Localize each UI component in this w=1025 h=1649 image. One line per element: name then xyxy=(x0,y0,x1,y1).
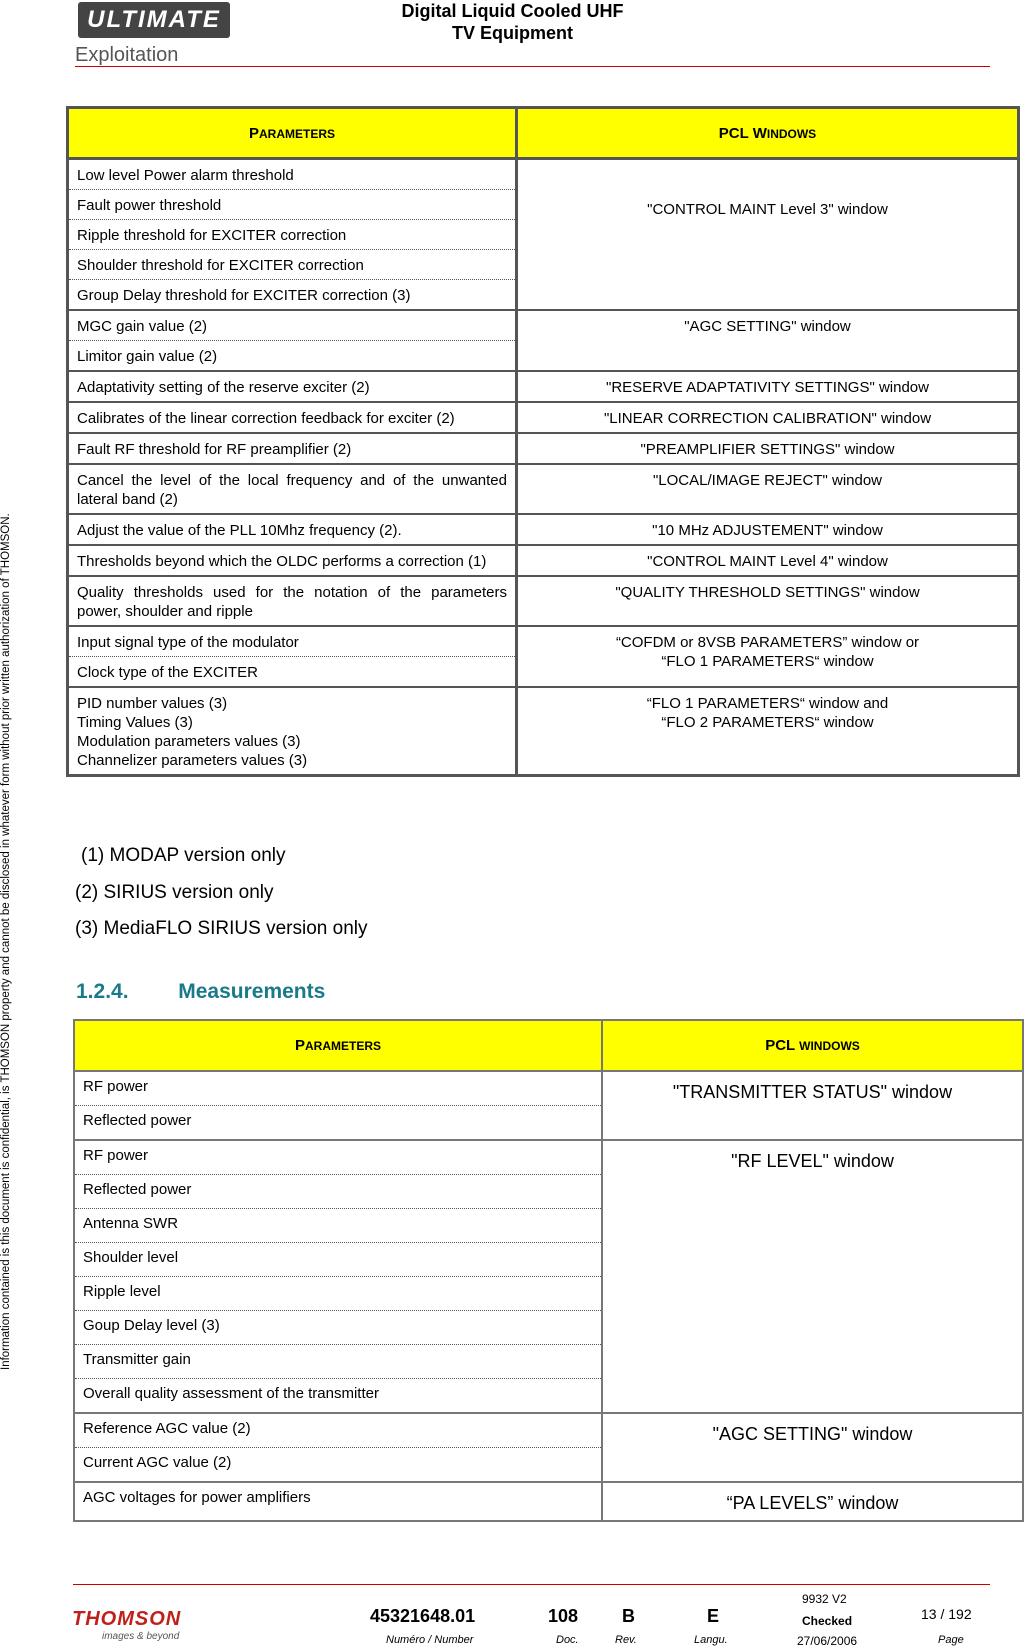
table-row: Input signal type of the modulator xyxy=(68,626,517,657)
window-cell: "CONTROL MAINT Level 4" window xyxy=(517,545,1019,576)
window-cell: "CONTROL MAINT Level 3" window xyxy=(517,159,1019,311)
window-cell: "AGC SETTING" window xyxy=(602,1413,1023,1482)
window-cell: "RF LEVEL" window xyxy=(602,1140,1023,1413)
window-cell: "TRANSMITTER STATUS" window xyxy=(602,1071,1023,1140)
thomson-tagline: images & beyond xyxy=(102,1631,180,1642)
table-row: Quality thresholds used for the notation of the parameters power, shoulder and ripple xyxy=(68,576,517,626)
label-page: Page xyxy=(938,1634,964,1646)
window-cell xyxy=(517,687,1019,776)
table-row: RF power xyxy=(74,1140,602,1175)
thomson-wordmark: THOMSON xyxy=(72,1608,182,1630)
table-row: RF power xyxy=(74,1071,602,1106)
page-number: 13 / 192 xyxy=(921,1606,972,1622)
footer-label-row xyxy=(340,1632,990,1633)
parameters-table xyxy=(66,106,1020,777)
label-langu: Langu. xyxy=(694,1634,728,1646)
label-number: Numéro / Number xyxy=(386,1634,474,1646)
row-line: Modulation parameters values (3) xyxy=(77,733,301,750)
window-cell: "QUALITY THRESHOLD SETTINGS" window xyxy=(517,576,1019,626)
doc-number: 45321648.01 xyxy=(370,1606,476,1626)
table-row: Limitor gain value (2) xyxy=(68,341,517,372)
window-cell: “PA LEVELS” window xyxy=(726,1493,899,1513)
footnote-1: (1) MODAP version only xyxy=(81,845,286,866)
table-row: Ripple threshold for EXCITER correction xyxy=(68,220,517,250)
table-row: Fault RF threshold for RF preamplifier (2) xyxy=(68,433,517,464)
table-row: Goup Delay level (3) xyxy=(74,1311,602,1345)
col-header-parameters: PARAMETERS xyxy=(74,1020,602,1071)
window-cell xyxy=(517,626,1019,687)
section-label: Exploitation xyxy=(75,44,179,66)
confidential-note: Information contained is this document is confidential, is THOMSON property and cannot be disclosed in whatever form without prior written authorization of THOMSON. xyxy=(0,513,12,1370)
title-line-1: Digital Liquid Cooled UHF xyxy=(401,1,624,21)
checked-label: Checked xyxy=(802,1614,853,1628)
section-number: 1.2.4. xyxy=(76,980,129,1003)
window-line: “COFDM or 8VSB PARAMETERS” window or xyxy=(615,634,920,651)
section-title: Measurements xyxy=(178,980,326,1003)
ultimate-logo: ULTIMATE xyxy=(78,2,230,38)
table-row: Thresholds beyond which the OLDC performs a correction (1) xyxy=(68,545,517,576)
row-line: Timing Values (3) xyxy=(77,714,193,731)
window-cell: "RESERVE ADAPTATIVITY SETTINGS" window xyxy=(517,371,1019,402)
label-doc: Doc. xyxy=(556,1634,579,1646)
window-cell: "AGC SETTING" window xyxy=(517,310,1019,371)
table-row: Fault power threshold xyxy=(68,190,517,220)
col-header-pcl-windows: PCL WINDOWS xyxy=(602,1020,1023,1071)
col-header-pcl-windows: PCL WINDOWS xyxy=(517,108,1019,159)
doc-date: 27/06/2006 xyxy=(797,1634,858,1648)
table-row: Group Delay threshold for EXCITER correction (3) xyxy=(68,280,517,311)
table-row: Calibrates of the linear correction feedback for exciter (2) xyxy=(68,402,517,433)
doc-rev: B xyxy=(622,1606,635,1626)
footnote-3: (3) MediaFLO SIRIUS version only xyxy=(75,918,368,939)
table-row xyxy=(68,687,517,776)
table-row: Transmitter gain xyxy=(74,1345,602,1379)
table-row: Current AGC value (2) xyxy=(74,1448,602,1483)
table-row: Reference AGC value (2) xyxy=(74,1413,602,1448)
window-cell: "LOCAL/IMAGE REJECT" window xyxy=(517,464,1019,514)
doc-id: 108 xyxy=(548,1606,579,1626)
table-row: Reflected power xyxy=(74,1175,602,1209)
label-rev: Rev. xyxy=(615,1634,637,1646)
table-row: Overall quality assessment of the transmitter xyxy=(74,1379,602,1414)
col-header-parameters: PARAMETERS xyxy=(68,108,517,159)
window-cell: "LINEAR CORRECTION CALIBRATION" window xyxy=(517,402,1019,433)
table-row: Shoulder level xyxy=(74,1243,602,1277)
table-row: Adaptativity setting of the reserve exciter (2) xyxy=(68,371,517,402)
footnote-2: (2) SIRIUS version only xyxy=(75,882,274,903)
table-row: Clock type of the EXCITER xyxy=(68,657,517,688)
row-line: Channelizer parameters values (3) xyxy=(77,752,308,769)
table-row: MGC gain value (2) xyxy=(68,310,517,341)
window-line: “FLO 1 PARAMETERS“ window xyxy=(661,653,874,670)
window-line: “FLO 2 PARAMETERS“ window xyxy=(661,714,874,731)
footer-divider xyxy=(73,1584,990,1585)
table-row: Reflected power xyxy=(74,1106,602,1141)
document-title xyxy=(0,0,1025,44)
table-row: Low level Power alarm threshold xyxy=(68,159,517,190)
table-row: AGC voltages for power amplifiers xyxy=(74,1482,602,1521)
table-row: Antenna SWR xyxy=(74,1209,602,1243)
table-row: Shoulder threshold for EXCITER correction xyxy=(68,250,517,280)
title-line-2: TV Equipment xyxy=(452,23,573,43)
table-row: Adjust the value of the PLL 10Mhz frequency (2). xyxy=(68,514,517,545)
table-row: Ripple level xyxy=(74,1277,602,1311)
header-divider xyxy=(75,66,990,67)
measurements-table xyxy=(73,1019,1024,1522)
window-cell: "10 MHz ADJUSTEMENT" window xyxy=(517,514,1019,545)
thomson-logo xyxy=(72,1596,192,1642)
section-heading xyxy=(76,980,325,1004)
row-line: PID number values (3) xyxy=(77,695,228,712)
doc-langu: E xyxy=(707,1606,720,1626)
table-row: Cancel the level of the local frequency and of the unwanted lateral band (2) xyxy=(68,464,517,514)
window-line: “FLO 1 PARAMETERS“ window and xyxy=(646,695,889,712)
doc-version: 9932 V2 xyxy=(802,1592,847,1606)
window-cell: "PREAMPLIFIER SETTINGS" window xyxy=(517,433,1019,464)
